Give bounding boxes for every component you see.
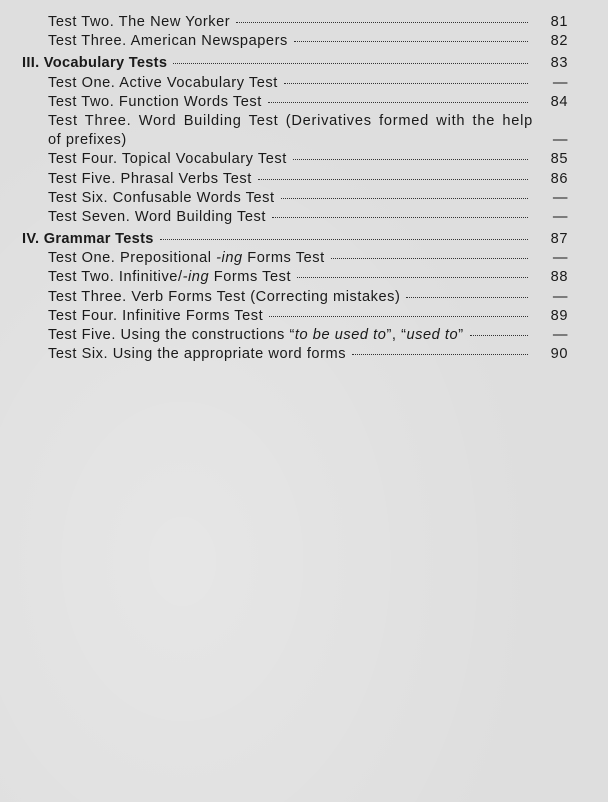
dot-leader bbox=[268, 102, 528, 103]
title-part: Forms Test bbox=[242, 250, 325, 267]
toc-entry bbox=[22, 209, 568, 228]
title-part: Test Two. Infinitive/ bbox=[48, 269, 183, 286]
toc-heading-page: 83 bbox=[550, 55, 568, 72]
toc-entry-title bbox=[22, 327, 464, 343]
toc-entry bbox=[22, 132, 568, 151]
toc-section-heading bbox=[22, 231, 568, 250]
title-part: ”, “ bbox=[386, 327, 407, 343]
toc-entry-title: Test Five. Phrasal Verbs Test bbox=[48, 170, 252, 187]
title-part: Test Five. Using the constructions “ bbox=[48, 327, 295, 343]
dot-leader bbox=[281, 198, 528, 199]
toc-entry-title: Test One. Active Vocabulary Test bbox=[48, 74, 278, 91]
title-italic: -ing bbox=[216, 250, 243, 267]
toc-entry-page: — bbox=[552, 327, 568, 343]
toc-entry-page: 85 bbox=[550, 151, 568, 168]
toc-entry-title: Test Two. Function Words Test bbox=[48, 93, 262, 110]
table-of-contents bbox=[22, 14, 568, 365]
toc-entry-page: 86 bbox=[550, 170, 568, 187]
toc-entry bbox=[22, 289, 568, 308]
title-part: Test One. Prepositional bbox=[48, 250, 217, 267]
toc-entry-page: — bbox=[552, 132, 568, 149]
toc-section-heading bbox=[22, 55, 568, 74]
toc-entry-page: 84 bbox=[550, 93, 568, 110]
toc-entry-page: 88 bbox=[550, 269, 568, 286]
dot-leader bbox=[352, 354, 528, 355]
dot-leader bbox=[297, 277, 528, 278]
toc-entry-title: Test Four. Topical Vocabulary Test bbox=[48, 151, 287, 168]
toc-entry-title bbox=[22, 250, 325, 266]
toc-entry bbox=[22, 190, 568, 209]
dot-leader bbox=[173, 63, 528, 64]
toc-heading-title: IV. Grammar Tests bbox=[22, 231, 154, 248]
toc-entry-title-line2: of prefixes) bbox=[48, 132, 127, 149]
dot-leader bbox=[272, 217, 528, 218]
dot-leader bbox=[406, 297, 528, 298]
dot-leader bbox=[284, 83, 528, 84]
toc-entry-title: Test Two. The New Yorker bbox=[48, 14, 231, 30]
toc-entry-title: Test Seven. Word Building Test bbox=[48, 208, 266, 225]
dot-leader bbox=[331, 258, 528, 259]
dot-leader bbox=[294, 41, 528, 42]
dot-leader bbox=[236, 22, 528, 23]
toc-entry-title: Test Six. Using the appropriate word forms bbox=[48, 346, 347, 363]
toc-entry-title: Test Six. Confusable Words Test bbox=[48, 189, 275, 206]
dot-leader bbox=[160, 239, 528, 240]
toc-entry-title: Test Four. Infinitive Forms Test bbox=[48, 307, 264, 324]
toc-entry bbox=[22, 269, 568, 288]
toc-entry bbox=[22, 94, 568, 113]
title-part: ” bbox=[458, 327, 464, 343]
toc-entry-title bbox=[22, 269, 291, 285]
toc-entry-page: — bbox=[552, 208, 568, 225]
dot-leader bbox=[258, 179, 528, 180]
toc-entry bbox=[22, 151, 568, 170]
toc-entry-page: 89 bbox=[550, 307, 568, 324]
toc-entry-page: 90 bbox=[550, 346, 568, 363]
toc-entry bbox=[22, 250, 568, 269]
toc-entry bbox=[22, 75, 568, 94]
toc-entry bbox=[22, 33, 568, 52]
dot-leader bbox=[293, 159, 528, 160]
toc-entry bbox=[22, 14, 568, 33]
toc-entry-title: Test Three. American Newspapers bbox=[48, 33, 288, 50]
toc-entry bbox=[22, 171, 568, 190]
toc-entry-page: — bbox=[552, 74, 568, 91]
toc-entry-page: — bbox=[552, 250, 568, 267]
toc-entry bbox=[22, 327, 568, 346]
toc-entry-title: Test Three. Verb Forms Test (Correcting mistakes) bbox=[48, 288, 401, 305]
dot-leader bbox=[470, 335, 528, 336]
title-italic: used to bbox=[406, 327, 459, 343]
toc-entry-title-line1: Test Three. Word Building Test (Derivatives formed with the help bbox=[48, 112, 533, 129]
toc-entry-page: 82 bbox=[550, 33, 568, 50]
toc-entry-page: — bbox=[552, 189, 568, 206]
title-part: Forms Test bbox=[209, 269, 292, 286]
toc-heading-page: 87 bbox=[550, 231, 568, 248]
toc-entry-page: — bbox=[552, 288, 568, 305]
toc-entry bbox=[22, 308, 568, 327]
toc-entry bbox=[22, 346, 568, 365]
toc-entry-page: 81 bbox=[550, 14, 568, 30]
toc-heading-title: III. Vocabulary Tests bbox=[22, 55, 168, 72]
dot-leader bbox=[269, 316, 528, 317]
title-italic: to be used to bbox=[294, 327, 387, 343]
title-italic: -ing bbox=[182, 269, 210, 286]
